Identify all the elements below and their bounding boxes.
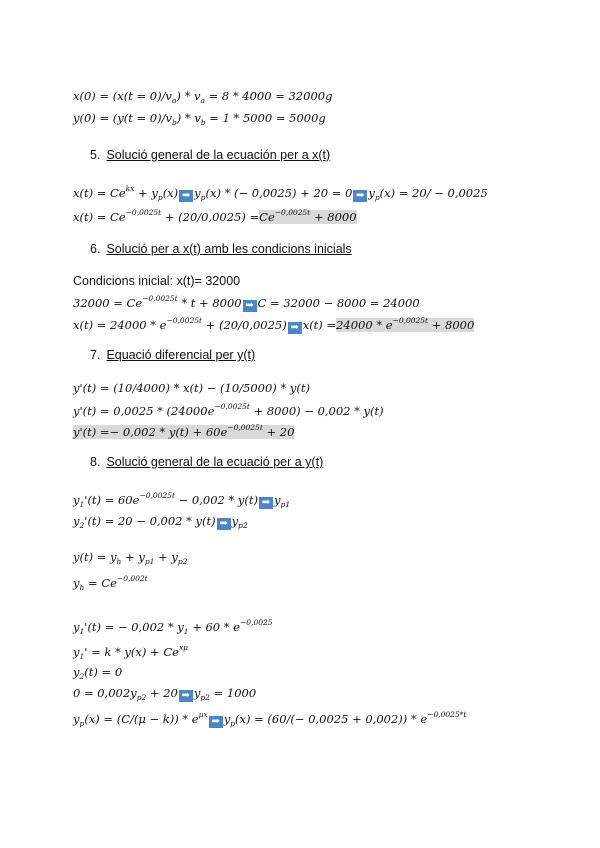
arrow-icon: ➡ bbox=[288, 322, 302, 334]
eq-y0: $y(0) = (y(t = 0)/v_b) * v_b = 1 * 5000 = 5000g$ bbox=[73, 111, 326, 127]
initial-conditions-text: Condicions inicial: x(t)= 32000 bbox=[73, 274, 241, 288]
eq-yt-diff-1: y'(t) = (10/4000) * x(t) − (10/5000) * y(t) bbox=[73, 381, 310, 395]
eq-y2-zero: $y_2(t) = 0$ bbox=[73, 665, 123, 681]
eq-y1-prime: $y_1'(t) = 60e^{-0,0025t} - 0,002 * y(t)$ ➡ $y_{p1}$ bbox=[73, 491, 291, 509]
eq-xt-general: $x(t) = Ce^{kx} + y_p(x)$ ➡ $y_p(x)$ * (− 0,0025) + 20 = 0 ➡ $y_p(x) = 20/ - 0,0025$ bbox=[73, 184, 488, 202]
heading-8: 8. Solució general de la ecuació per a y(t) bbox=[90, 455, 324, 469]
arrow-icon: ➡ bbox=[259, 497, 273, 509]
eq-yp-x: $y_p(x) = (C/(\mu - k))$ * $e^{\mu x}➡$ $y_p(x) = (60/(- 0,0025 + 0,002)) * e^{-0,0025*t}$ bbox=[73, 710, 467, 728]
heading-5: 5. Solució general de la ecuación per a x(t) bbox=[90, 148, 331, 162]
arrow-icon: ➡ bbox=[353, 190, 367, 202]
eq-x0: $x(0) = (x(t = 0)/v_a) * v_a = 8 * 4000 = 32000g$ bbox=[73, 89, 333, 105]
eq-y1-general: $y_1' = k * y(x) + Ce^{x\mu}$ bbox=[73, 643, 189, 661]
arrow-icon: ➡ bbox=[179, 190, 193, 202]
eq-yt-diff-2: $y'(t) = 0,0025 * (24000e^{-0,0025t} + 8000) - 0,002 * y(t)$ bbox=[73, 402, 384, 418]
eq-xt-solution: $x(t) = Ce^{-0,0025t} + (20/0,0025) =Ce^{-0,0025t} + 8000$ bbox=[73, 208, 357, 224]
eq-y2-prime: $y_2'(t) = 20 - 0,002 * y(t)$ ➡ $y_{p2}$ bbox=[73, 514, 248, 530]
heading-7: 7. Equació diferencial per y(t) bbox=[90, 348, 256, 362]
heading-6: 6. Solució per a x(t) amb les condicions inicials bbox=[90, 242, 352, 256]
eq-yt-diff-3: $y'(t) =- 0,002 * y(t) + 60e^{-0,0025t} + 20$ bbox=[73, 423, 295, 439]
arrow-icon: ➡ bbox=[217, 518, 231, 530]
arrow-icon: ➡ bbox=[243, 300, 257, 312]
arrow-icon: ➡ bbox=[209, 716, 223, 728]
eq-constant-c: $32000 = Ce^{-0,0025t} * t + 8000$ ➡ C = 32000 − 8000 = 24000 bbox=[73, 294, 420, 311]
eq-y1-prime-2: $y_1'(t)$ = − $0,002 * y_1 + 60 * e^{-0,0025}$ bbox=[73, 618, 273, 636]
eq-yp2: $0 = 0,002y_{p2} + 20$ ➡ $y_{p2} = 1000$ bbox=[73, 686, 257, 702]
eq-xt-particular: $x(t) = 24000 * e^{-0,0025t} + (20/0,0025)$ ➡ $x(t) =24000 * e^{-0,0025t} + 8000$ bbox=[73, 316, 475, 333]
eq-yt-sum: $y(t) = y_h + y_{p1} + y_{p2}$ bbox=[73, 550, 188, 566]
eq-yh: $y_h = Ce^{-0,002t}$ bbox=[73, 574, 148, 592]
arrow-icon: ➡ bbox=[179, 690, 193, 702]
